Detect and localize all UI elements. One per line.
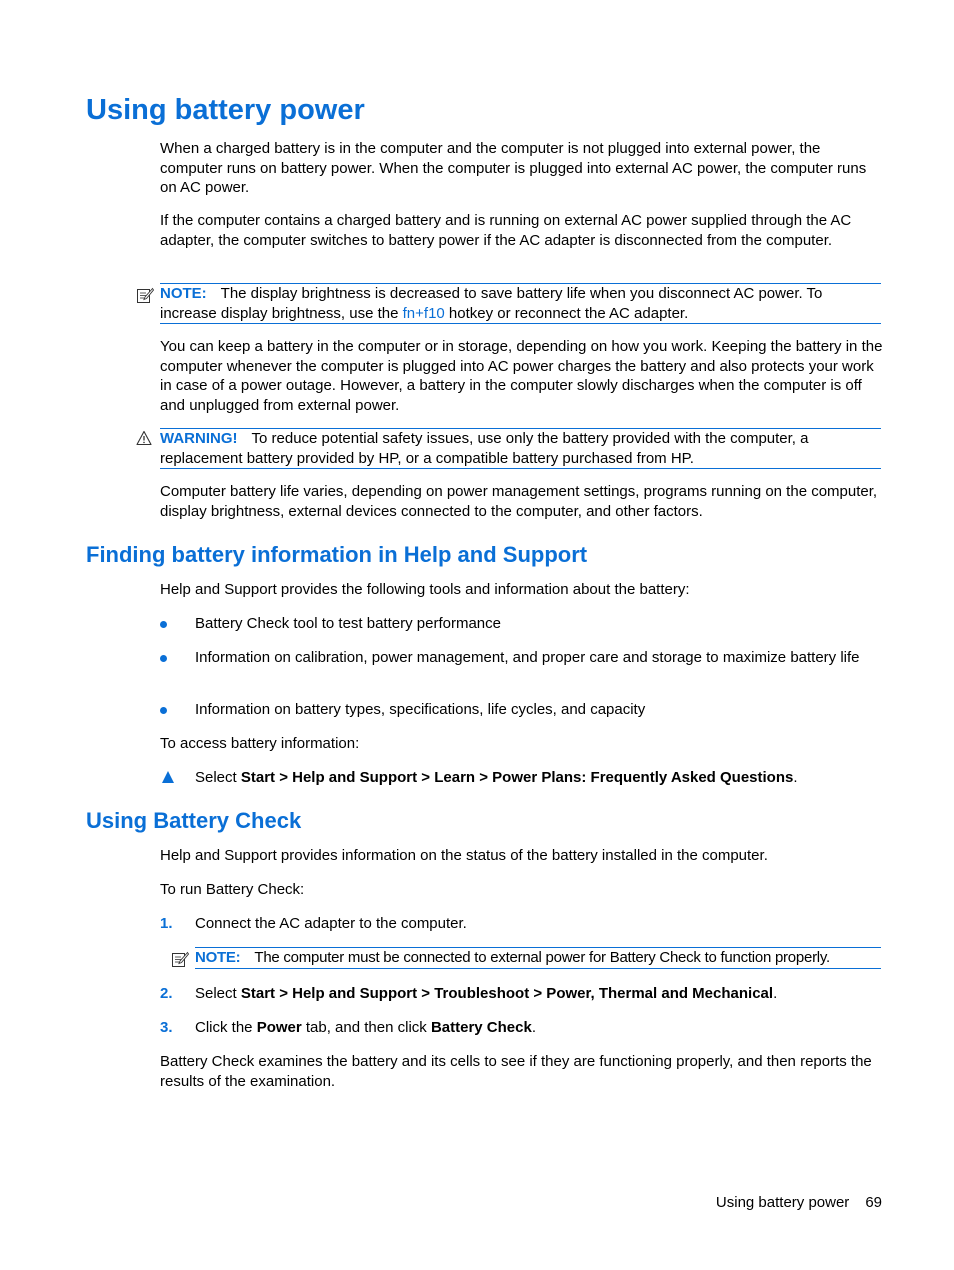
paragraph-check-results: Battery Check examines the battery and its cells to see if they are functioning properly, and then reports the results of the examination.	[160, 1053, 872, 1090]
paragraph-battery-intro: When a charged battery is in the computer and the computer is not plugged into external power, the computer runs on battery power. When the computer is plugged into external AC power, the computer runs on AC power.	[160, 140, 867, 196]
step-prefix: Select	[195, 985, 241, 1002]
note-label: NOTE:	[160, 285, 207, 302]
note-callout	[160, 283, 881, 324]
note-icon	[136, 287, 154, 309]
menu-path: Start > Help and Support > Learn > Power Plans: Frequently Asked Questions	[240, 769, 794, 786]
note-icon	[171, 951, 189, 973]
warning-callout	[160, 428, 881, 469]
step-text	[195, 1018, 885, 1038]
list-item: Information on calibration, power management, and proper care and storage to maximize battery life	[195, 649, 860, 666]
section-heading-help-support: Finding battery information in Help and Support	[86, 542, 588, 567]
paragraph-access-info: To access battery information:	[160, 735, 360, 752]
bullet-icon	[160, 648, 170, 668]
step-number: 3.	[160, 1019, 173, 1036]
section-heading-battery-check: Using Battery Check	[86, 808, 302, 833]
step-text-part: tab, and then click	[301, 1019, 431, 1036]
single-step	[195, 768, 885, 788]
step-text-part: .	[531, 1019, 537, 1036]
note-text: The computer must be connected to external power for Battery Check to function properly.	[254, 949, 830, 966]
footer-section: Using battery power	[715, 1194, 850, 1211]
list-item: Battery Check tool to test battery performance	[195, 615, 501, 632]
note-label: NOTE:	[195, 949, 241, 966]
battery-check-label: Battery Check	[430, 1019, 532, 1036]
paragraph-run-check: To run Battery Check:	[160, 881, 305, 898]
step-number: 1.	[160, 915, 173, 932]
bullet-icon	[160, 700, 170, 720]
warning-label: WARNING!	[160, 430, 238, 447]
step-text: Connect the AC adapter to the computer.	[195, 915, 467, 932]
page-number: 69	[865, 1194, 882, 1211]
step-suffix: .	[793, 769, 798, 786]
paragraph-ac-switch: If the computer contains a charged battery and is running on external AC power supplied through the AC adapter, the computer switches to battery power if the AC adapter is disconnected from the computer.	[160, 212, 852, 249]
list-item: Information on battery types, specifications, life cycles, and capacity	[195, 701, 646, 718]
note-text-end: hotkey or reconnect the AC adapter.	[444, 304, 689, 322]
step-text	[195, 984, 885, 1004]
step-prefix: Select	[195, 769, 241, 786]
page-title: Using battery power	[86, 94, 365, 126]
triangle-icon	[161, 770, 175, 788]
warning-text: To reduce potential safety issues, use only the battery provided with the computer, a replacement battery provided by HP, or a compatible battery purchased from HP.	[160, 430, 809, 467]
note-callout-2	[195, 947, 881, 969]
step-text-part: Click the	[195, 1019, 257, 1036]
paragraph-battery-life: Computer battery life varies, depending on power management settings, programs running on the computer, display brightness, external devices connected to the computer, and other factors.	[160, 483, 878, 520]
step-suffix: .	[773, 985, 778, 1002]
step-number: 2.	[160, 985, 173, 1002]
page-footer	[716, 1193, 882, 1212]
warning-icon	[136, 430, 152, 450]
hotkey-link[interactable]: fn+f10	[402, 304, 445, 322]
paragraph-help-tools: Help and Support provides the following tools and information about the battery:	[160, 581, 690, 598]
note-text: The display brightness is decreased to save battery life when you disconnect AC power. To increase display brightness, use the	[160, 285, 823, 322]
power-tab-label: Power	[256, 1019, 302, 1036]
bullet-icon	[160, 614, 170, 634]
menu-path: Start > Help and Support > Troubleshoot > Power, Thermal and Mechanical	[240, 985, 774, 1002]
paragraph-battery-status: Help and Support provides information on the status of the battery installed in the computer.	[160, 847, 768, 864]
paragraph-storage: You can keep a battery in the computer or in storage, depending on how you work. Keeping the battery in the computer whenever the computer is plugged into AC power charges the battery and also protects your work in case of a power outage. However, a battery in the computer slowly discharges when the computer is off and unplugged from external power.	[160, 338, 883, 414]
